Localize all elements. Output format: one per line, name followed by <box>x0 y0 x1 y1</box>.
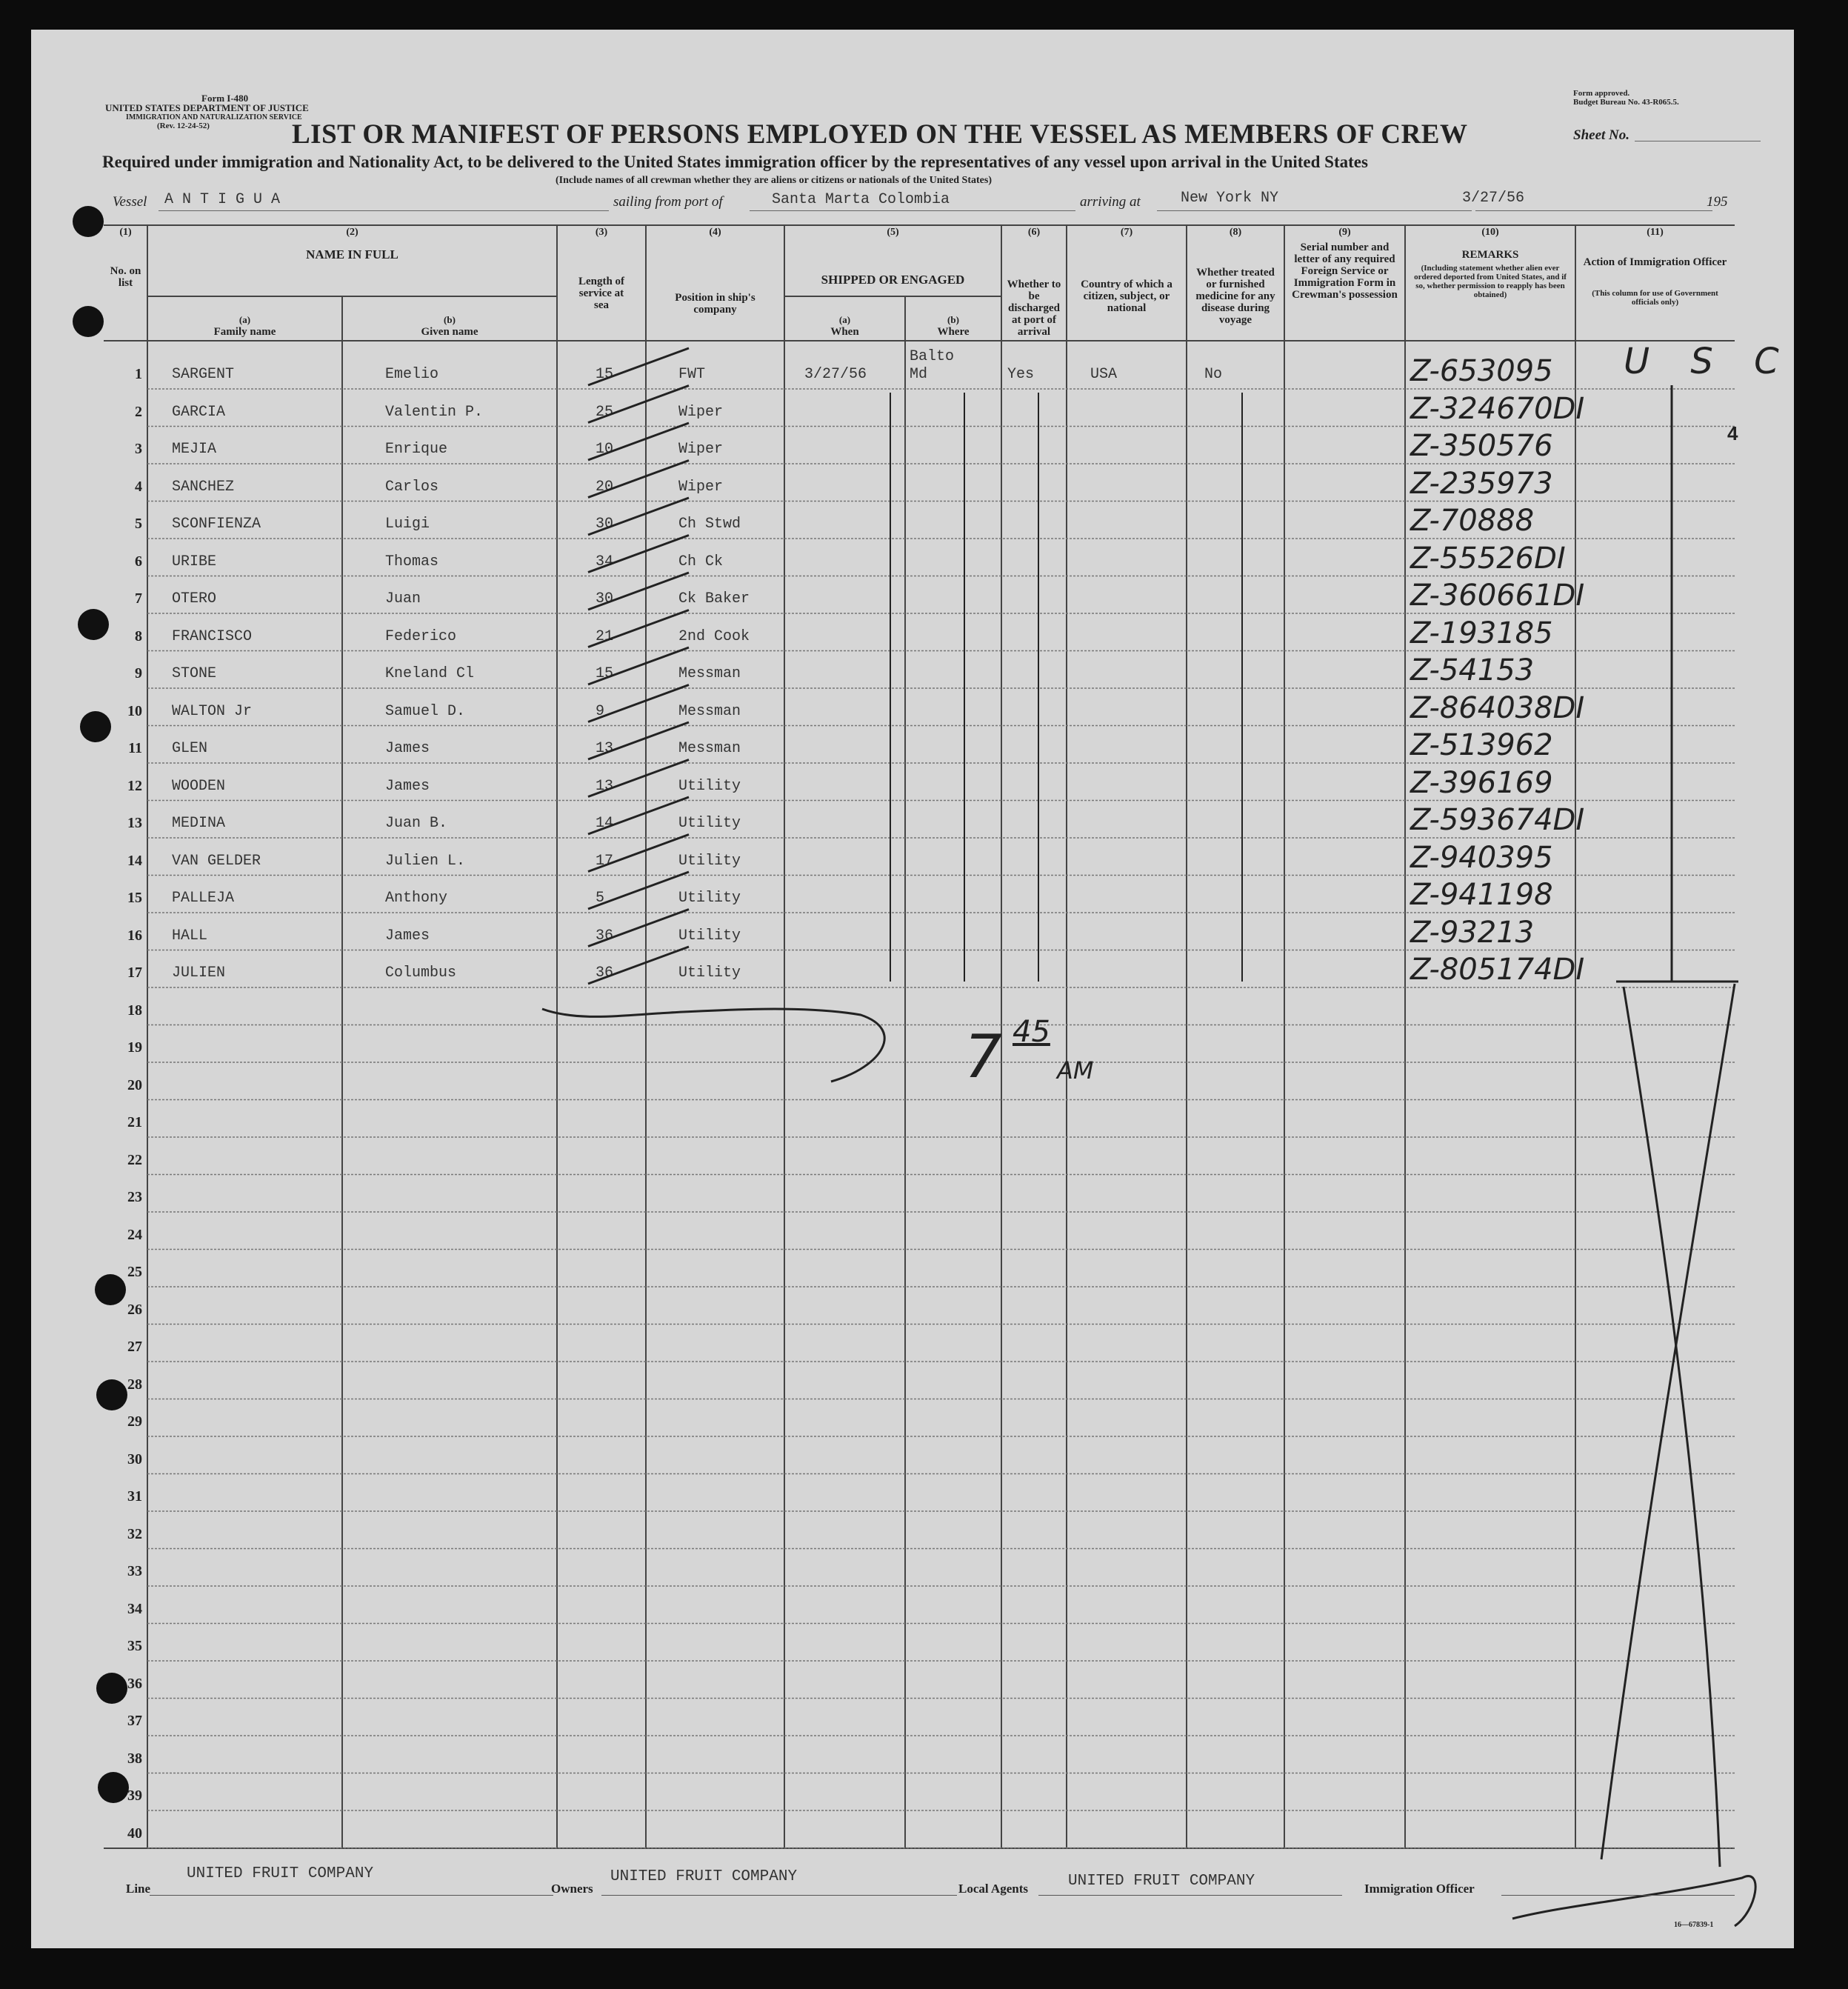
service-check-stroke <box>588 947 689 984</box>
revision: (Rev. 12-24-52) <box>157 121 210 130</box>
service-check-stroke <box>588 797 689 834</box>
service-check-stroke <box>588 835 689 872</box>
row-number: 38 <box>127 1750 142 1767</box>
punch-hole <box>96 1379 127 1410</box>
crew-discharge: Yes <box>1007 366 1035 383</box>
row-number: 8 <box>135 627 142 644</box>
year-suffix: 195 <box>1707 194 1728 210</box>
crew-remark: Z-324670DI <box>1410 391 1585 426</box>
col2b-number: (b) <box>444 314 456 325</box>
form-number: Form I-480 <box>201 93 249 104</box>
time-ampm: AM <box>1057 1056 1094 1085</box>
punch-hole <box>96 1673 127 1704</box>
row-number: 35 <box>127 1638 142 1654</box>
row-number: 6 <box>135 553 142 570</box>
officer-rule <box>1501 1895 1735 1896</box>
arriving-port: New York NY <box>1181 190 1279 207</box>
col6-number: (6) <box>1027 227 1041 238</box>
crew-given-name: James <box>385 777 430 795</box>
col5a-header: When <box>830 326 859 338</box>
crew-service-length: 36 <box>596 927 614 944</box>
col2b-header: Given name <box>421 326 478 338</box>
owners-company: UNITED FRUIT COMPANY <box>610 1868 798 1885</box>
crew-given-name: Julien L. <box>385 852 466 870</box>
row-number: 40 <box>127 1825 142 1842</box>
col4-number: (4) <box>709 227 721 238</box>
punch-hole <box>80 711 111 742</box>
crew-remark: Z-93213 <box>1410 915 1535 950</box>
col2a-number: (a) <box>238 314 251 325</box>
port-from: Santa Marta Colombia <box>772 191 950 208</box>
officer-mark: U S C <box>1624 341 1794 382</box>
crew-family-name: HALL <box>172 927 208 944</box>
row-number: 28 <box>127 1376 142 1393</box>
crew-family-name: WALTON Jr <box>172 702 253 720</box>
crew-family-name: GARCIA <box>172 403 226 421</box>
service-check-stroke <box>588 386 689 423</box>
service-check-stroke <box>588 722 689 759</box>
crew-shipped-where: Balto Md <box>910 348 955 383</box>
row-number: 10 <box>127 702 142 719</box>
crew-family-name: WOODEN <box>172 777 226 795</box>
crew-remark: Z-350576 <box>1410 429 1553 463</box>
crew-family-name: SANCHEZ <box>172 478 235 496</box>
col7-number: (7) <box>1120 227 1133 238</box>
row-number: 12 <box>127 777 142 794</box>
crew-remark: Z-513962 <box>1410 728 1553 762</box>
crew-position: Utility <box>678 964 741 982</box>
crew-service-length: 34 <box>596 553 614 570</box>
row-number: 34 <box>127 1600 142 1617</box>
service-check-stroke <box>588 647 689 684</box>
punch-hole <box>98 1772 129 1803</box>
crew-family-name: STONE <box>172 665 217 682</box>
row-number: 29 <box>127 1413 142 1430</box>
row-number: 36 <box>127 1675 142 1692</box>
service-check-stroke <box>588 610 689 647</box>
cross-mark-right <box>1601 984 1735 1859</box>
service-check-stroke <box>588 872 689 909</box>
service-check-stroke <box>588 573 689 610</box>
crew-remark: Z-805174DI <box>1410 953 1585 987</box>
agents-company: UNITED FRUIT COMPANY <box>1068 1873 1255 1890</box>
side-mark: 4 <box>1727 422 1738 444</box>
crew-position: FWT <box>678 366 706 383</box>
row-number: 9 <box>135 665 142 682</box>
service-check-stroke <box>588 423 689 460</box>
row-number: 14 <box>127 852 142 869</box>
crew-remark: Z-593674DI <box>1410 803 1585 837</box>
crew-position: Utility <box>678 777 741 795</box>
row-number: 27 <box>127 1339 142 1355</box>
crew-position: 2nd Cook <box>678 627 750 645</box>
col5-number: (5) <box>887 227 899 238</box>
time-hour: 7 <box>964 1022 1002 1091</box>
crew-position: Messman <box>678 665 741 682</box>
crew-family-name: PALLEJA <box>172 890 235 907</box>
row-number: 37 <box>127 1713 142 1729</box>
crew-given-name: Valentin P. <box>385 403 484 421</box>
owners-rule <box>601 1895 957 1896</box>
crew-position: Utility <box>678 815 741 832</box>
crew-remark: Z-396169 <box>1410 765 1553 800</box>
crew-medicine: No <box>1204 366 1223 383</box>
col6-header: Whether to be discharged at port of arrival <box>1007 279 1061 338</box>
crew-service-length: 13 <box>596 777 614 795</box>
crew-service-length: 30 <box>596 516 614 533</box>
row-number: 17 <box>127 964 142 981</box>
department: UNITED STATES DEPARTMENT OF JUSTICE <box>105 102 309 113</box>
crew-remark: Z-193185 <box>1410 616 1553 650</box>
crew-given-name: Juan B. <box>385 815 448 832</box>
manifest-sheet <box>31 30 1794 1948</box>
crew-position: Utility <box>678 852 741 870</box>
col2-header: NAME IN FULL <box>306 247 398 261</box>
row-number: 26 <box>127 1301 142 1318</box>
crew-remark: Z-940395 <box>1410 840 1553 875</box>
crew-service-length: 36 <box>596 964 614 982</box>
row-number: 3 <box>135 441 142 457</box>
col2-number: (2) <box>346 227 358 238</box>
owners-label: Owners <box>551 1882 593 1896</box>
row-number: 25 <box>127 1264 142 1280</box>
crew-service-length: 21 <box>596 627 614 645</box>
sheet-label: Sheet No. <box>1573 127 1629 143</box>
crew-given-name: Thomas <box>385 553 439 570</box>
col11-number: (11) <box>1647 227 1664 238</box>
crew-given-name: Carlos <box>385 478 439 496</box>
crew-given-name: Anthony <box>385 890 448 907</box>
crew-family-name: OTERO <box>172 590 217 607</box>
signature-stroke <box>1512 1876 1755 1926</box>
form-note: (Include names of all crewman whether they are aliens or citizens or nationals of the United States) <box>556 175 992 186</box>
col8-header: Whether treated or furnished medicine for any disease during voyage <box>1195 267 1275 326</box>
col3-number: (3) <box>595 227 608 238</box>
crew-service-length: 10 <box>596 441 614 458</box>
col5b-number: (b) <box>947 314 959 325</box>
row-number: 11 <box>128 740 142 756</box>
crew-family-name: URIBE <box>172 553 217 570</box>
vessel-name: A N T I G U A <box>164 191 281 208</box>
crew-remark: Z-653095 <box>1410 354 1553 388</box>
punch-hole <box>73 306 104 337</box>
crew-remark: Z-864038DI <box>1410 690 1585 725</box>
col5-header: SHIPPED OR ENGAGED <box>821 273 965 287</box>
form-title: LIST OR MANIFEST OF PERSONS EMPLOYED ON THE VESSEL AS MEMBERS OF CREW <box>292 119 1468 150</box>
col3-header: Length of service at sea <box>578 276 625 311</box>
officer-label: Immigration Officer <box>1364 1882 1475 1896</box>
row-number: 4 <box>135 478 142 495</box>
crew-family-name: SCONFIENZA <box>172 516 261 533</box>
crew-service-length: 13 <box>596 740 614 757</box>
time-minutes: 45 <box>1013 1015 1050 1049</box>
crew-given-name: Kneland Cl <box>385 665 475 682</box>
row-number: 20 <box>127 1076 142 1093</box>
service-check-stroke <box>588 348 689 385</box>
crew-remark: Z-55526DI <box>1410 541 1566 576</box>
crew-family-name: MEJIA <box>172 441 217 458</box>
col5a-number: (a) <box>838 314 851 325</box>
row-number: 1 <box>135 366 142 382</box>
crew-given-name: Samuel D. <box>385 702 466 720</box>
crew-given-name: Enrique <box>385 441 448 458</box>
row-number: 7 <box>135 590 142 607</box>
pen-marks <box>31 30 1794 1948</box>
crew-service-length: 9 <box>596 702 605 720</box>
end-of-list-scrawl <box>542 1009 884 1082</box>
crew-position: Messman <box>678 702 741 720</box>
punch-hole <box>73 206 104 237</box>
crew-position: Wiper <box>678 478 724 496</box>
col10-number: (10) <box>1481 227 1499 238</box>
crew-service-length: 5 <box>596 890 605 907</box>
service-check-stroke <box>588 760 689 797</box>
crew-family-name: JULIEN <box>172 964 226 982</box>
row-number: 23 <box>127 1189 142 1205</box>
service-check-stroke <box>588 685 689 722</box>
agents-rule <box>1038 1895 1342 1896</box>
row-number: 30 <box>127 1450 142 1467</box>
crew-service-length: 17 <box>596 852 614 870</box>
col5b-header: Where <box>937 326 970 338</box>
crew-service-length: 15 <box>596 366 614 383</box>
crew-remark: Z-941198 <box>1410 878 1553 912</box>
service-check-stroke <box>588 461 689 498</box>
col1-header: No. on list <box>110 265 141 289</box>
line-label: Line <box>126 1882 151 1896</box>
col11-header: Action of Immigration Officer <box>1583 256 1727 268</box>
cross-mark-left <box>1624 987 1720 1867</box>
row-number: 13 <box>127 815 142 831</box>
row-number: 15 <box>127 890 142 906</box>
crew-service-length: 25 <box>596 403 614 421</box>
line-rule <box>150 1895 553 1896</box>
col11-note: (This column for use of Government officials only) <box>1592 289 1718 307</box>
row-number: 33 <box>127 1563 142 1579</box>
arriving-label: arriving at <box>1080 194 1141 210</box>
vessel-label: Vessel <box>113 194 147 210</box>
crew-remark: Z-54153 <box>1410 653 1535 687</box>
crew-given-name: Luigi <box>385 516 430 533</box>
row-number: 2 <box>135 403 142 420</box>
col9-header: Serial number and letter of any required Foreign Service or Immigration Form in Crewman's possession <box>1292 241 1398 301</box>
crew-service-length: 30 <box>596 590 614 607</box>
col8-number: (8) <box>1229 227 1242 238</box>
col10-note: (Including statement whether alien ever ordered deported from United States, and if so, whether permission to reapply has been obtained) <box>1414 264 1567 299</box>
crew-remark: Z-70888 <box>1410 504 1535 538</box>
print-code: 16—67839-1 <box>1674 1921 1714 1929</box>
col1-number: (1) <box>119 227 132 238</box>
crew-country: USA <box>1090 366 1118 383</box>
crew-position: Ck Baker <box>678 590 750 607</box>
crew-family-name: SARGENT <box>172 366 235 383</box>
crew-family-name: VAN GELDER <box>172 852 261 870</box>
col7-header: Country of which a citizen, subject, or national <box>1081 279 1172 314</box>
punch-hole <box>78 609 109 640</box>
crew-position: Utility <box>678 890 741 907</box>
col9-number: (9) <box>1338 227 1351 238</box>
row-number: 39 <box>127 1788 142 1804</box>
col4-header: Position in ship's company <box>675 292 755 316</box>
row-number: 18 <box>127 1002 142 1019</box>
service-check-stroke <box>588 498 689 535</box>
crew-given-name: Columbus <box>385 964 457 982</box>
crew-shipped-when: 3/27/56 <box>804 366 867 383</box>
row-number: 19 <box>127 1039 142 1056</box>
row-number: 32 <box>127 1525 142 1542</box>
budget-bureau: Budget Bureau No. 43-R065.5. <box>1573 98 1679 107</box>
service-check-stroke <box>588 536 689 573</box>
crew-family-name: MEDINA <box>172 815 226 832</box>
row-number: 16 <box>127 927 142 944</box>
crew-remark: Z-360661DI <box>1410 579 1585 613</box>
arrival-date: 3/27/56 <box>1462 190 1525 207</box>
crew-remark: Z-235973 <box>1410 466 1553 501</box>
crew-given-name: Federico <box>385 627 457 645</box>
row-number: 21 <box>127 1114 142 1130</box>
crew-service-length: 20 <box>596 478 614 496</box>
crew-family-name: GLEN <box>172 740 208 757</box>
row-number: 22 <box>127 1151 142 1168</box>
form-subtitle: Required under immigration and Nationality Act, to be delivered to the United States immigration officer by the representatives of any vessel upon arrival in the United States <box>102 153 1368 171</box>
row-number: 5 <box>135 516 142 532</box>
punch-hole <box>95 1274 126 1305</box>
crew-service-length: 15 <box>596 665 614 682</box>
crew-given-name: Emelio <box>385 366 439 383</box>
line-company: UNITED FRUIT COMPANY <box>187 1865 374 1882</box>
col10-header: REMARKS <box>1461 249 1519 261</box>
crew-service-length: 14 <box>596 815 614 832</box>
row-number: 24 <box>127 1226 142 1243</box>
crew-position: Utility <box>678 927 741 944</box>
crew-position: Ch Stwd <box>678 516 741 533</box>
crew-given-name: James <box>385 927 430 944</box>
form-approved: Form approved. <box>1573 89 1630 98</box>
sailing-label: sailing from port of <box>613 194 723 210</box>
crew-given-name: Juan <box>385 590 421 607</box>
col2a-header: Family name <box>213 326 276 338</box>
crew-position: Messman <box>678 740 741 757</box>
crew-position: Wiper <box>678 403 724 421</box>
crew-position: Wiper <box>678 441 724 458</box>
service-check-stroke <box>588 910 689 947</box>
row-number: 31 <box>127 1488 142 1505</box>
service-name: IMMIGRATION AND NATURALIZATION SERVICE <box>126 113 302 121</box>
crew-position: Ch Ck <box>678 553 724 570</box>
agents-label: Local Agents <box>958 1882 1028 1896</box>
crew-family-name: FRANCISCO <box>172 627 253 645</box>
crew-given-name: James <box>385 740 430 757</box>
